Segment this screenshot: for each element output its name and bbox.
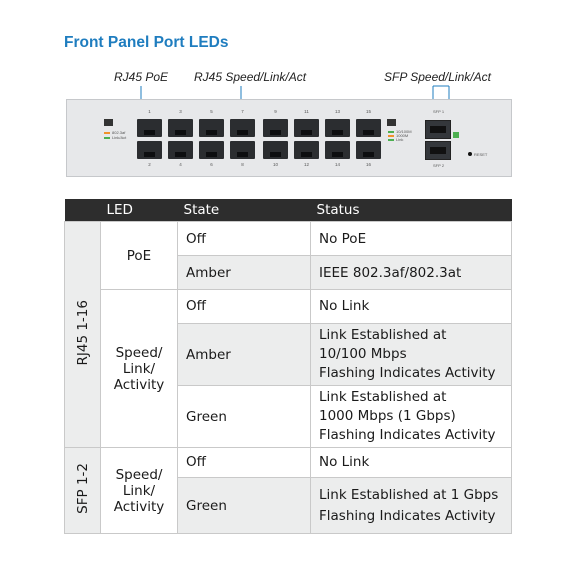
port-number: 16 bbox=[365, 162, 371, 167]
port-number: 14 bbox=[334, 162, 340, 167]
table-header-row bbox=[65, 199, 512, 222]
status-cell: IEEE 802.3af/802.3at bbox=[311, 256, 512, 290]
rj45-port bbox=[325, 141, 350, 159]
port-number: 12 bbox=[303, 162, 309, 167]
port-number: 11 bbox=[304, 109, 309, 114]
rj45-port bbox=[168, 141, 193, 159]
legend-swatch bbox=[388, 135, 394, 137]
group-label-sfp: SFP 1-2 bbox=[74, 463, 91, 514]
sfp-port-1 bbox=[425, 120, 451, 139]
led-poe bbox=[101, 222, 178, 290]
rj45-port bbox=[294, 119, 319, 137]
header-status: Status bbox=[311, 199, 512, 222]
callout-sfp-speed: SFP Speed/Link/Act bbox=[384, 70, 491, 84]
legend-left-label-1: 802.3af bbox=[112, 130, 126, 135]
legend-right-label-3: Link bbox=[396, 137, 404, 142]
reset-button-icon bbox=[468, 152, 472, 156]
sfp-2-label: SFP 2 bbox=[433, 163, 445, 168]
status-line: Flashing Indicates Activity bbox=[319, 507, 496, 524]
legend-swatch bbox=[388, 131, 394, 133]
port-number: 5 bbox=[210, 109, 213, 114]
sfp-port-2 bbox=[425, 141, 451, 160]
led-label-line: Speed/ bbox=[115, 466, 163, 483]
status-line: Link Established at 1 Gbps bbox=[319, 486, 499, 503]
callout-rj45-speed: RJ45 Speed/Link/Act bbox=[194, 70, 307, 84]
state-cell: Amber bbox=[178, 256, 311, 290]
status-line: Link Established at bbox=[319, 389, 447, 405]
state-cell: Amber bbox=[178, 324, 311, 386]
rj45-port bbox=[325, 119, 350, 137]
led-label-poe: PoE bbox=[126, 247, 152, 264]
sfp-led-icon bbox=[453, 132, 459, 138]
state-cell: Green bbox=[178, 386, 311, 448]
status-line: 1000 Mbps (1 Gbps) bbox=[319, 408, 456, 424]
port-number: 7 bbox=[241, 109, 244, 114]
status-cell: No PoE bbox=[311, 222, 512, 256]
table-row bbox=[65, 448, 512, 478]
port-number: 3 bbox=[179, 109, 182, 114]
rj45-port bbox=[294, 141, 319, 159]
status-line: Link Established at bbox=[319, 327, 447, 343]
header-led: LED bbox=[101, 199, 178, 222]
rj45-port bbox=[199, 141, 224, 159]
status-cell: No Link bbox=[311, 448, 512, 478]
reset-label: RESET bbox=[474, 152, 488, 157]
header-state: State bbox=[178, 199, 311, 222]
rj45-port bbox=[356, 119, 381, 137]
status-cell bbox=[311, 478, 512, 534]
legend-green-swatch bbox=[104, 137, 110, 139]
rj45-port bbox=[168, 119, 193, 137]
rj45-port bbox=[137, 141, 162, 159]
rj45-port bbox=[263, 141, 288, 159]
sfp-1-label: SFP 1 bbox=[433, 109, 445, 114]
group-rj45 bbox=[65, 222, 101, 448]
port-number: 2 bbox=[148, 162, 151, 167]
led-label-line: Activity bbox=[113, 376, 165, 393]
led-table bbox=[64, 199, 512, 534]
led-label-line: Speed/ bbox=[115, 344, 163, 361]
state-cell: Off bbox=[178, 448, 311, 478]
status-cell bbox=[311, 324, 512, 386]
table-row bbox=[65, 222, 512, 256]
legend-swatch bbox=[388, 139, 394, 141]
port-number: 10 bbox=[272, 162, 278, 167]
rj45-port bbox=[263, 119, 288, 137]
callout-rj45-poe: RJ45 PoE bbox=[114, 70, 169, 84]
led-speed-rj45 bbox=[101, 290, 178, 448]
legend-left-label-2: Link/Act bbox=[112, 135, 127, 140]
rj45-port bbox=[230, 119, 255, 137]
status-cell: No Link bbox=[311, 290, 512, 324]
table-row bbox=[65, 290, 512, 324]
port-icon bbox=[387, 119, 396, 126]
rj45-port bbox=[199, 119, 224, 137]
port-number: 4 bbox=[179, 162, 182, 167]
led-label-line: Activity bbox=[113, 498, 165, 515]
port-number: 1 bbox=[148, 109, 151, 114]
console-icon bbox=[104, 119, 113, 126]
group-sfp bbox=[65, 448, 101, 534]
legend-amber-swatch bbox=[104, 132, 110, 134]
front-panel bbox=[66, 99, 512, 177]
page-title: Front Panel Port LEDs bbox=[64, 34, 229, 51]
rj45-port bbox=[356, 141, 381, 159]
led-label-line: Link/ bbox=[122, 360, 156, 377]
state-cell: Off bbox=[178, 290, 311, 324]
group-label-rj45: RJ45 1-16 bbox=[74, 299, 91, 366]
status-line: 10/100 Mbps bbox=[319, 346, 407, 362]
legend-right-label-2: 1000M bbox=[396, 133, 409, 138]
rj45-port bbox=[137, 119, 162, 137]
port-number: 13 bbox=[334, 109, 340, 114]
status-line: Flashing Indicates Activity bbox=[319, 427, 496, 443]
state-cell: Off bbox=[178, 222, 311, 256]
header-blank bbox=[65, 199, 101, 222]
port-number: 8 bbox=[241, 162, 244, 167]
led-label-line: Link/ bbox=[122, 482, 156, 499]
port-number: 6 bbox=[210, 162, 213, 167]
status-line: Flashing Indicates Activity bbox=[319, 365, 496, 381]
state-cell: Green bbox=[178, 478, 311, 534]
port-number: 9 bbox=[274, 109, 277, 114]
port-number: 15 bbox=[365, 109, 371, 114]
rj45-port bbox=[230, 141, 255, 159]
status-cell bbox=[311, 386, 512, 448]
led-speed-sfp bbox=[101, 448, 178, 534]
legend-right-label-1: 10/100M bbox=[396, 129, 412, 134]
